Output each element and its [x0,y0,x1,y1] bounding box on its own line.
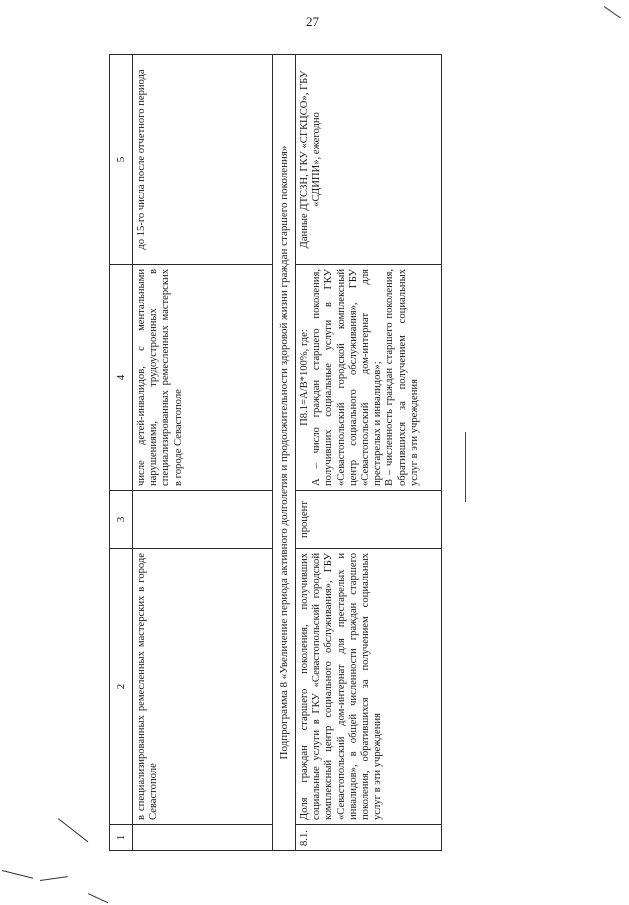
scan-mark [58,818,89,842]
row-a-number-cell [133,825,273,851]
column-header-row [110,55,133,851]
page-number: 27 [306,14,319,29]
column-header-4: 4 [110,265,133,491]
row-b-unit-cell: процент [296,491,442,549]
table-row [133,55,273,851]
scan-mark [604,6,621,19]
scan-margin-line [465,432,466,502]
scan-mark [40,876,68,881]
row-a-source-cell: до 15-го числа после отчетного периода [133,55,273,265]
scan-mark [2,870,33,879]
row-b-indicator-cell: Доля граждан старшего поколения, получивших социальные услуги в ГКУ «Севастопольский городской комплексный центр социального обслуживания», ГБУ «Севастопольский дом-интернат для престарелых и инвалидов», в общей численности граждан старшего поколения, обратившихся за получением социальных услуг в эти учреждения [296,549,442,825]
column-header-2: 2 [110,549,133,825]
row-a-indicator-cell: в специализированных ремесленных мастерских в городе Севастополе [133,549,273,825]
row-a-method-cell: числе детей-инвалидов, с ментальными нарушениями, трудоустроенных в специализированных ремесленных мастерских в городе Севастополе [133,265,273,491]
formula-a-definition: А – число граждан старшего поколения, получивших социальные услуги в ГКУ «Севастопольский городской комплексный центр социального обслуживания», ГБУ «Севастопольский дом-интернат для престарелых и инвалидов»; [311,269,384,486]
column-header-1: 1 [110,825,133,851]
column-header-5: 5 [110,55,133,265]
column-header-3: 3 [110,491,133,549]
formula-b-definition: В – численность граждан старшего поколения, обратившихся за получением социальных услуг в эти учреждения [384,269,420,486]
row-a-unit-cell [133,491,273,549]
table-row [296,55,442,851]
row-b-source-cell: Данные ДТСЗН, ГКУ «СГКЦСО», ГБУ «СДИПИ», ежегодно [296,55,442,265]
formula-text: П8.1=А/В*100%, где: [299,329,310,426]
row-b-method-cell [296,265,442,491]
subprogram-8-title: Подпрограмма 8 «Увеличение периода активного долголетия и продолжительности здоровой жизни граждан старшего поколения» [273,55,296,851]
scan-mark [88,893,109,904]
section-row [273,55,296,851]
indicators-table [109,54,442,851]
row-b-number-cell: 8.1. [296,825,442,851]
rotated-table-container [109,55,439,851]
